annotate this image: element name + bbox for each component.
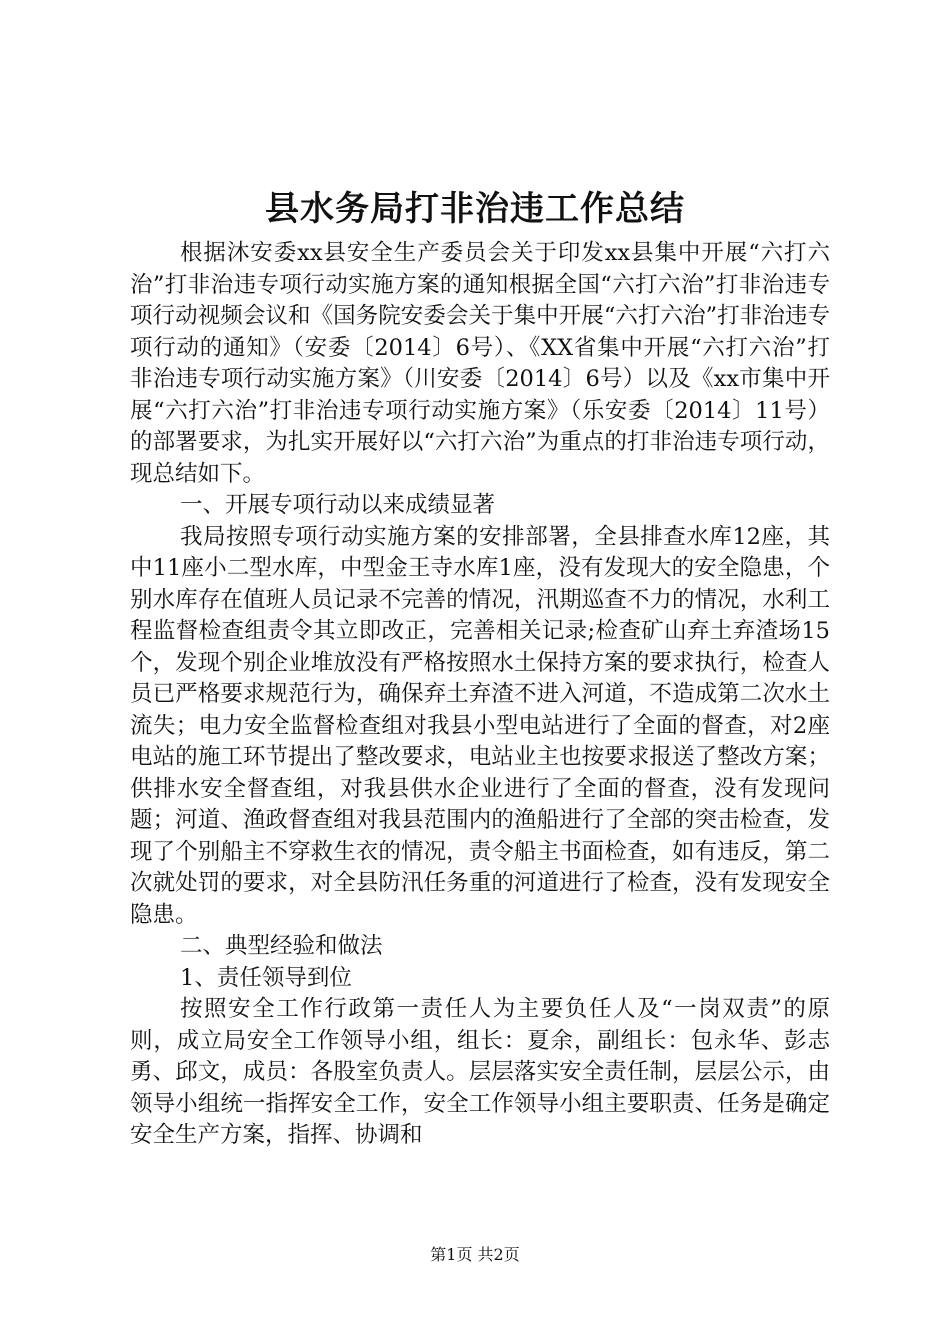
page-number-footer: 第1页 共2页 (430, 1245, 520, 1264)
document-title: 县水务局打非治违工作总结 (265, 189, 685, 229)
section-1-heading: 一、开展专项行动以来成绩显著 (180, 492, 496, 518)
section-2-heading: 二、典型经验和做法 (180, 933, 383, 959)
section-1-paragraph: 我局按照专项行动实施方案的安排部署，全县排查水库12座，其中11座小二型水库，中型金王寺水库1座，没有发现大的安全隐患，个别水库存在值班人员记录不完善的情况，汛期巡查不力的情况，水利工程监督检查组责令其立即改正，完善相关记录;检查矿山弃土弃渣场15个，发现个别企业堆放没有严格按照水土保持方案的要求执行，检查人员已严格要求规范行为，确保弃土弃渣不进入河道，不造成第二次水土流失；电力安全监督检查组对我县小型电站进行了全面的督查，对2座电站的施工环节提出了整改要求，电站业主也按要求报送了整改方案；供排水安全督查组，对我县供水企业进行了全面的督查，没有发现问题；河道、渔政督查组对我县范围内的渔船进行了全部的突击检查，发现了个别船主不穿救生衣的情况，责令船主书面检查，如有违反，第二次就处罚的要求，对全县防汛任务重的河道进行了检查，没有发现安全隐患。 (130, 523, 830, 928)
subsection-1-paragraph: 按照安全工作行政第一责任人为主要负任人及“一岗双责”的原则，成立局安全工作领导小组，组长：夏余，副组长：包永华、彭志勇、邱文，成员：各股室负责人。层层落实安全责任制，层层公示，由领导小组统一指挥安全工作，安全工作领导小组主要职责、任务是确定安全生产方案，指挥、协调和 (130, 996, 830, 1148)
document-body (130, 238, 830, 1152)
subsection-1-heading: 1、责任领导到位 (180, 964, 352, 991)
intro-paragraph: 根据沐安委xx县安全生产委员会关于印发xx县集中开展“六打六治”打非治违专项行动实施方案的通知根据全国“六打六治”打非治违专项行动视频会议和《国务院安委会关于集中开展“六打六治”打非治违专项行动的通知》（安委〔2014〕6号）、《XX省集中开展“六打六治”打非治违专项行动实施方案》（川安委〔2014〕6号）以及《xx市集中开展“六打六治”打非治违专项行动实施方案》（乐安委〔2014〕11号）的部署要求，为扎实开展好以“六打六治”为重点的打非治违专项行动，现总结如下。 (130, 240, 830, 487)
